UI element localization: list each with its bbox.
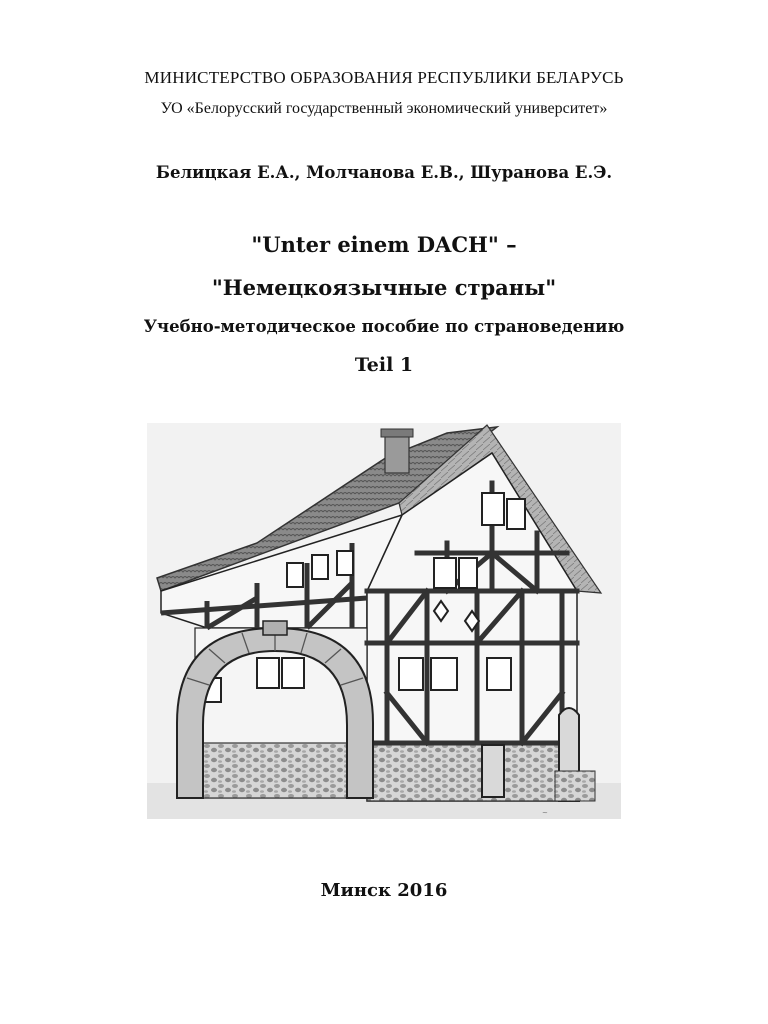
- city-year: Минск 2016: [320, 880, 448, 901]
- authors: Белицкая Е.А., Молчанова Е.В., Шуранова Е.Э.: [155, 163, 613, 182]
- part-label: Teil 1: [354, 354, 414, 376]
- house-illustration: [147, 423, 621, 819]
- ministry-heading: МИНИСТЕРСТВО ОБРАЗОВАНИЯ РЕСПУБЛИКИ БЕЛАРУСЬ: [144, 68, 624, 87]
- university-heading: УО «Белорусский государственный экономический университет»: [160, 100, 608, 117]
- half-timbered-house-icon: [147, 423, 621, 819]
- title-line-1: "Unter einem DACH" –: [251, 232, 517, 257]
- subtitle: Учебно-методическое пособие по страноведению: [143, 317, 625, 336]
- title-line-2: "Немецкоязычные страны": [211, 275, 557, 300]
- svg-text:~: ~: [542, 809, 548, 817]
